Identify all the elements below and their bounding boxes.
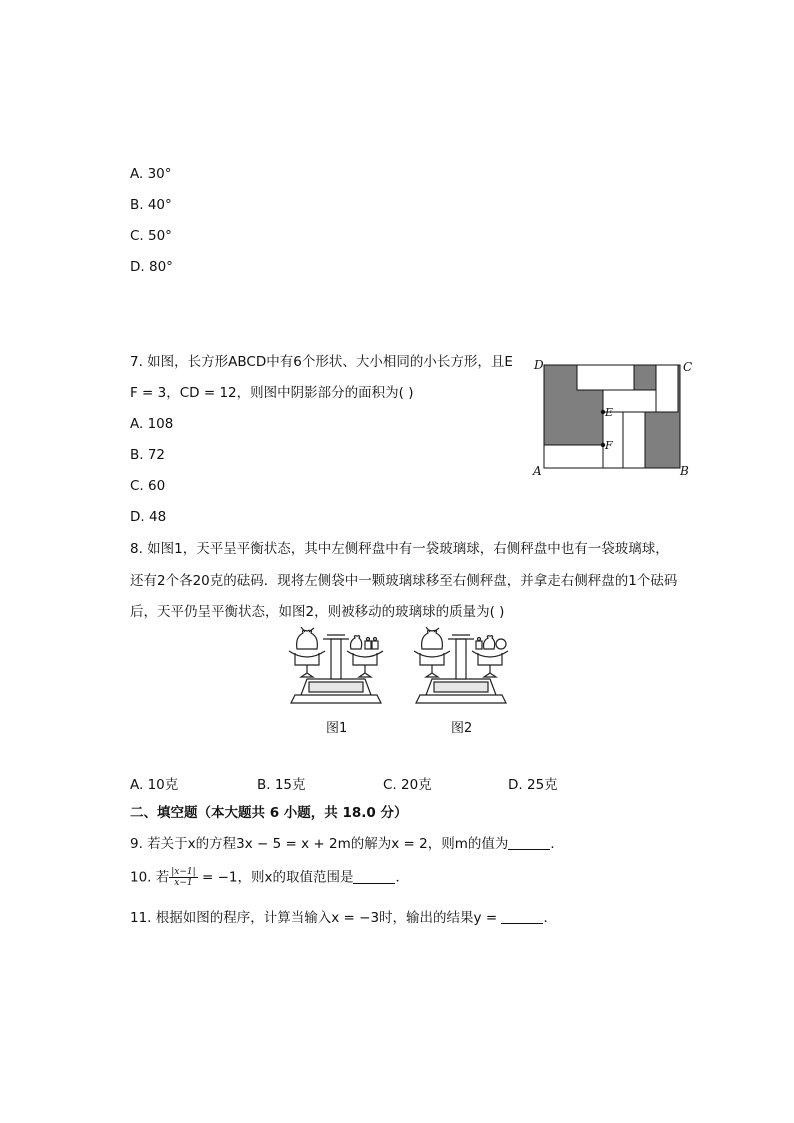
q8-option-c: C. 20克 bbox=[383, 777, 432, 793]
q9-answer-blank[interactable] bbox=[508, 835, 550, 850]
q7-option-d: D. 48 bbox=[130, 509, 167, 525]
q7-text-line2: F = 3，CD = 12，则图中阴影部分的面积为( ) bbox=[130, 385, 414, 401]
q8-option-b: B. 15克 bbox=[257, 777, 306, 793]
q7-option-c: C. 60 bbox=[130, 478, 166, 494]
q10-question bbox=[130, 867, 409, 888]
q10-fraction bbox=[169, 867, 197, 888]
q7-rectangle-figure bbox=[530, 355, 700, 480]
q8-option-a: A. 10克 bbox=[130, 777, 179, 793]
q11-text: 11. 根据如图的程序，计算当输入x = −3时，输出的结果y = bbox=[130, 910, 502, 926]
balance-scale-fig1-image bbox=[283, 627, 389, 707]
q6-option-d: D. 80° bbox=[130, 259, 173, 275]
q8-text-line1: 8. 如图1，天平呈平衡状态，其中左侧秤盘中有一袋玻璃球，右侧秤盘中也有一袋玻璃球， bbox=[130, 541, 669, 557]
q6-option-c: C. 50° bbox=[130, 228, 172, 244]
section-fill-blank-title: 二、填空题（本大题共 6 小题，共 18.0 分） bbox=[130, 805, 408, 821]
q10-answer-blank[interactable] bbox=[353, 869, 395, 884]
q10-period: ． bbox=[395, 869, 409, 886]
label-a: A bbox=[533, 464, 542, 478]
q7-option-a: A. 108 bbox=[130, 416, 174, 432]
q9-text: 9. 若关于x的方程3x − 5 = x + 2m的解为x = 2，则m的值为 bbox=[130, 836, 509, 852]
q10-text-pre: 10. 若 bbox=[130, 869, 170, 886]
q7-option-b: B. 72 bbox=[130, 447, 166, 463]
q11-answer-blank[interactable] bbox=[501, 909, 543, 924]
q10-text-mid: = −1，则x的取值范围是 bbox=[197, 869, 354, 886]
q8-text-line2: 还有2个各20克的砝码．现将左侧袋中一颗玻璃球移至右侧秤盘，并拿走右侧秤盘的1个砝码 bbox=[130, 573, 678, 589]
q10-fraction-denominator: x−1 bbox=[174, 878, 193, 888]
fig1-caption: 图1 bbox=[326, 721, 348, 736]
label-f: F bbox=[605, 439, 613, 452]
q9-question bbox=[130, 835, 564, 853]
q9-period: ． bbox=[550, 836, 564, 852]
q6-option-b: B. 40° bbox=[130, 197, 172, 213]
q10-fraction-numerator: |x−1| bbox=[171, 867, 196, 877]
q8-option-d: D. 25克 bbox=[508, 777, 558, 793]
label-d: D bbox=[534, 358, 544, 372]
q7-text-line1: 7. 如图，长方形ABCD中有6个形状、大小相同的小长方形，且E bbox=[130, 354, 513, 370]
q11-period: ． bbox=[543, 910, 557, 926]
balance-scale-fig2-image bbox=[408, 627, 514, 707]
label-c: C bbox=[683, 360, 693, 374]
q8-text-line3: 后，天平仍呈平衡状态，如图2，则被移动的玻璃球的质量为( ) bbox=[130, 604, 505, 620]
fig2-caption: 图2 bbox=[451, 721, 473, 736]
q6-option-a: A. 30° bbox=[130, 166, 172, 182]
q11-question bbox=[130, 909, 557, 927]
label-e: E bbox=[605, 406, 614, 419]
label-b: B bbox=[680, 464, 689, 478]
